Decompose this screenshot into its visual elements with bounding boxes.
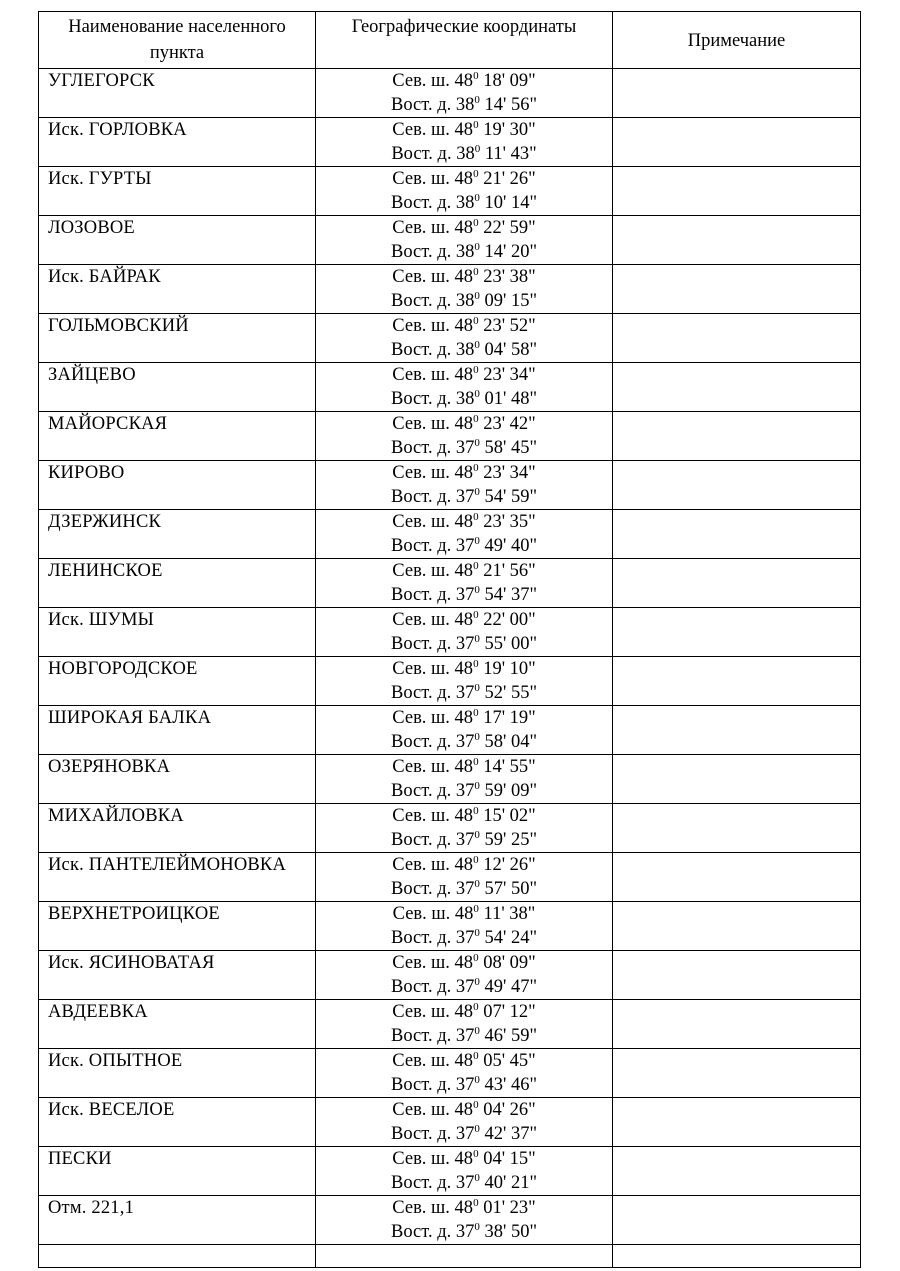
degree-mark: 0 [474,192,480,204]
coordinates-cell [316,412,613,461]
table-row [39,853,861,902]
table-row [39,69,861,118]
lon-minutes-seconds: 54' 59" [479,487,537,507]
degree-mark: 0 [473,560,479,572]
longitude-value [316,1024,612,1048]
lon-minutes-seconds: 42' 37" [479,1124,537,1144]
degree-mark: 0 [474,731,480,743]
lon-prefix: Вост. д. 37 [390,977,475,997]
lat-prefix: Сев. ш. 48 [392,512,474,532]
lat-prefix: Сев. ш. 48 [392,169,474,189]
longitude-value [316,926,612,950]
table-row [39,1196,861,1245]
settlement-name: Иск. ОПЫТНОЕ [39,1049,316,1098]
lat-prefix: Сев. ш. 48 [392,904,474,924]
degree-mark: 0 [473,462,479,474]
longitude-value [316,1220,612,1244]
latitude-value [316,804,612,828]
note-cell [613,804,861,853]
settlement-name: НОВГОРОДСКОЕ [39,657,316,706]
lon-minutes-seconds: 54' 37" [479,585,537,605]
table-row [39,118,861,167]
lat-prefix: Сев. ш. 48 [392,757,474,777]
note-cell [613,510,861,559]
coordinates-table [38,11,861,1268]
note-cell [613,1147,861,1196]
lon-minutes-seconds: 59' 09" [479,781,537,801]
lat-prefix: Сев. ш. 48 [392,71,474,91]
empty-row [39,1245,861,1268]
table-row [39,755,861,804]
lon-prefix: Вост. д. 37 [390,487,475,507]
note-cell [613,118,861,167]
degree-mark: 0 [473,756,479,768]
lat-minutes-seconds: 05' 45" [478,1051,536,1071]
settlement-name: Иск. ГОРЛОВКА [39,118,316,167]
coordinates-cell [316,608,613,657]
note-cell [613,461,861,510]
lon-minutes-seconds: 14' 20" [479,242,537,262]
table-row [39,265,861,314]
coordinates-cell [316,510,613,559]
lon-minutes-seconds: 54' 24" [479,928,537,948]
lat-minutes-seconds: 23' 42" [478,414,536,434]
longitude-value [316,338,612,362]
lat-minutes-seconds: 22' 00" [478,610,536,630]
settlement-name: Иск. ПАНТЕЛЕЙМОНОВКА [39,853,316,902]
note-cell [613,657,861,706]
lat-minutes-seconds: 19' 10" [478,659,536,679]
coordinates-cell [316,216,613,265]
note-cell [613,755,861,804]
lon-minutes-seconds: 01' 48" [479,389,537,409]
latitude-value [316,1000,612,1024]
lon-prefix: Вост. д. 37 [390,1124,475,1144]
note-cell [613,1000,861,1049]
table-row [39,902,861,951]
coordinates-cell [316,1049,613,1098]
note-cell [613,1196,861,1245]
latitude-value [316,265,612,289]
lon-minutes-seconds: 59' 25" [479,830,537,850]
settlement-name: Иск. ЯСИНОВАТАЯ [39,951,316,1000]
coordinates-cell [316,363,613,412]
degree-mark: 0 [474,584,480,596]
lon-minutes-seconds: 11' 43" [480,144,537,164]
latitude-value [316,1098,612,1122]
lon-minutes-seconds: 49' 40" [479,536,537,556]
degree-mark: 0 [474,976,480,988]
lat-prefix: Сев. ш. 48 [392,708,474,728]
settlement-name: КИРОВО [39,461,316,510]
degree-mark: 0 [474,388,480,400]
degree-mark: 0 [473,217,479,229]
degree-mark: 0 [473,1148,479,1160]
lon-minutes-seconds: 10' 14" [479,193,537,213]
lat-prefix: Сев. ш. 48 [392,267,474,287]
lon-prefix: Вост. д. 38 [390,291,475,311]
settlement-name: ШИРОКАЯ БАЛКА [39,706,316,755]
lon-prefix: Вост. д. 37 [390,830,475,850]
settlement-name: УГЛЕГОРСК [39,69,316,118]
coordinates-cell [316,1147,613,1196]
coordinates-cell [316,853,613,902]
latitude-value [316,902,612,926]
latitude-value [316,314,612,338]
latitude-value [316,1196,612,1220]
lon-prefix: Вост. д. 37 [390,1026,475,1046]
degree-mark: 0 [473,658,479,670]
settlement-name: ВЕРХНЕТРОИЦКОЕ [39,902,316,951]
table-row [39,657,861,706]
header-coordinates: Географические координаты [316,12,613,69]
table-row [39,314,861,363]
table-row [39,1147,861,1196]
lat-prefix: Сев. ш. 48 [392,120,474,140]
coordinates-cell [316,804,613,853]
latitude-value [316,118,612,142]
table-row [39,363,861,412]
longitude-value [316,1171,612,1195]
degree-mark: 0 [473,1001,479,1013]
note-cell [613,167,861,216]
lon-prefix: Вост. д. 38 [390,95,475,115]
lon-prefix: Вост. д. 38 [391,144,475,164]
table-row [39,167,861,216]
lat-minutes-seconds: 19' 30" [478,120,536,140]
empty-cell [39,1245,316,1268]
degree-mark: 0 [473,903,479,915]
lon-minutes-seconds: 38' 50" [479,1222,537,1242]
degree-mark: 0 [473,413,479,425]
lon-minutes-seconds: 58' 45" [479,438,537,458]
lat-prefix: Сев. ш. 48 [392,610,474,630]
note-cell [613,1098,861,1147]
lat-prefix: Сев. ш. 48 [392,659,474,679]
longitude-value [316,387,612,411]
lon-prefix: Вост. д. 37 [390,1075,475,1095]
degree-mark: 0 [474,94,480,106]
empty-cell [316,1245,613,1268]
settlement-name: МАЙОРСКАЯ [39,412,316,461]
note-cell [613,216,861,265]
degree-mark: 0 [473,266,479,278]
degree-mark: 0 [474,633,480,645]
lon-prefix: Вост. д. 37 [390,536,475,556]
lon-prefix: Вост. д. 37 [390,928,475,948]
degree-mark: 0 [474,682,480,694]
lon-minutes-seconds: 52' 55" [479,683,537,703]
lat-prefix: Сев. ш. 48 [392,463,474,483]
header-row [39,12,861,69]
settlement-name: Иск. БАЙРАК [39,265,316,314]
latitude-value [316,853,612,877]
coordinates-cell [316,167,613,216]
lat-prefix: Сев. ш. 48 [392,1002,474,1022]
settlement-name: АВДЕЕВКА [39,1000,316,1049]
degree-mark: 0 [473,1197,479,1209]
lat-minutes-seconds: 17' 19" [478,708,536,728]
degree-mark: 0 [473,168,479,180]
coordinates-cell [316,314,613,363]
lon-minutes-seconds: 43' 46" [479,1075,537,1095]
coordinates-cell [316,755,613,804]
longitude-value [316,1122,612,1146]
latitude-value [316,412,612,436]
longitude-value [316,240,612,264]
degree-mark: 0 [473,1099,479,1111]
settlement-name: Иск. ШУМЫ [39,608,316,657]
lat-minutes-seconds: 11' 38" [478,904,536,924]
coordinates-cell [316,951,613,1000]
latitude-value [316,559,612,583]
lon-prefix: Вост. д. 38 [390,389,475,409]
degree-mark: 0 [474,1221,480,1233]
latitude-value [316,1049,612,1073]
coordinates-cell [316,1000,613,1049]
degree-mark: 0 [473,70,479,82]
lat-minutes-seconds: 23' 35" [478,512,536,532]
coordinates-cell [316,118,613,167]
lat-minutes-seconds: 01' 23" [478,1198,536,1218]
latitude-value [316,69,612,93]
table-row [39,1098,861,1147]
settlement-name: ПЕСКИ [39,1147,316,1196]
lat-minutes-seconds: 23' 38" [478,267,536,287]
lat-prefix: Сев. ш. 48 [392,855,474,875]
table-row [39,559,861,608]
note-cell [613,412,861,461]
settlement-name: Отм. 221,1 [39,1196,316,1245]
longitude-value [316,877,612,901]
lon-minutes-seconds: 04' 58" [479,340,537,360]
table-row [39,1049,861,1098]
degree-mark: 0 [473,1050,479,1062]
lat-minutes-seconds: 21' 26" [478,169,536,189]
degree-mark: 0 [474,780,480,792]
lon-prefix: Вост. д. 37 [390,1173,475,1193]
degree-mark: 0 [473,119,479,131]
coordinates-cell [316,1196,613,1245]
lat-minutes-seconds: 15' 02" [478,806,536,826]
degree-mark: 0 [474,1172,480,1184]
lat-prefix: Сев. ш. 48 [392,953,474,973]
coordinates-cell [316,559,613,608]
lat-minutes-seconds: 04' 26" [478,1100,536,1120]
table-row [39,461,861,510]
settlement-name: Иск. ГУРТЫ [39,167,316,216]
table-row [39,510,861,559]
lon-minutes-seconds: 14' 56" [479,95,537,115]
lon-prefix: Вост. д. 37 [390,879,475,899]
note-cell [613,951,861,1000]
lat-prefix: Сев. ш. 48 [392,1100,474,1120]
degree-mark: 0 [474,339,480,351]
lon-minutes-seconds: 57' 50" [479,879,537,899]
table-row [39,804,861,853]
lon-prefix: Вост. д. 38 [390,242,475,262]
latitude-value [316,608,612,632]
header-note: Примечание [613,12,861,69]
degree-mark: 0 [473,315,479,327]
lon-minutes-seconds: 58' 04" [479,732,537,752]
latitude-value [316,755,612,779]
lon-prefix: Вост. д. 37 [390,781,475,801]
degree-mark: 0 [474,486,480,498]
header-name: Наименование населенного пункта [39,12,316,69]
lon-prefix: Вост. д. 37 [390,683,475,703]
table-row [39,706,861,755]
settlement-name: ЗАЙЦЕВО [39,363,316,412]
note-cell [613,314,861,363]
coordinates-cell [316,657,613,706]
lat-minutes-seconds: 18' 09" [478,71,536,91]
coordinates-cell [316,461,613,510]
degree-mark: 0 [474,535,480,547]
lat-minutes-seconds: 23' 52" [478,316,536,336]
lat-prefix: Сев. ш. 48 [392,1051,474,1071]
note-cell [613,559,861,608]
lat-prefix: Сев. ш. 48 [392,218,474,238]
latitude-value [316,363,612,387]
empty-cell [613,1245,861,1268]
latitude-value [316,1147,612,1171]
degree-mark: 0 [473,609,479,621]
coordinates-cell [316,706,613,755]
longitude-value [316,191,612,215]
lon-minutes-seconds: 40' 21" [479,1173,537,1193]
latitude-value [316,657,612,681]
degree-mark: 0 [473,805,479,817]
longitude-value [316,142,612,166]
degree-mark: 0 [473,707,479,719]
lat-prefix: Сев. ш. 48 [392,1198,474,1218]
lon-prefix: Вост. д. 37 [390,1222,475,1242]
degree-mark: 0 [474,437,480,449]
lon-minutes-seconds: 46' 59" [479,1026,537,1046]
longitude-value [316,681,612,705]
coordinates-cell [316,69,613,118]
degree-mark: 0 [473,364,479,376]
note-cell [613,265,861,314]
longitude-value [316,632,612,656]
degree-mark: 0 [473,511,479,523]
table-row [39,216,861,265]
coordinates-cell [316,1098,613,1147]
lat-minutes-seconds: 04' 15" [478,1149,536,1169]
degree-mark: 0 [474,1074,480,1086]
degree-mark: 0 [474,241,480,253]
table-row [39,412,861,461]
lat-prefix: Сев. ш. 48 [392,365,474,385]
table-row [39,951,861,1000]
longitude-value [316,93,612,117]
settlement-name: ДЗЕРЖИНСК [39,510,316,559]
lat-prefix: Сев. ш. 48 [392,561,474,581]
lat-prefix: Сев. ш. 48 [392,1149,474,1169]
longitude-value [316,779,612,803]
longitude-value [316,436,612,460]
lat-prefix: Сев. ш. 48 [392,316,474,336]
degree-mark: 0 [474,927,480,939]
lat-prefix: Сев. ш. 48 [392,414,474,434]
longitude-value [316,485,612,509]
longitude-value [316,583,612,607]
lon-prefix: Вост. д. 38 [390,340,475,360]
note-cell [613,706,861,755]
latitude-value [316,706,612,730]
lat-minutes-seconds: 23' 34" [478,365,536,385]
lon-prefix: Вост. д. 37 [390,732,475,752]
settlement-name: ЛЕНИНСКОЕ [39,559,316,608]
longitude-value [316,534,612,558]
note-cell [613,363,861,412]
degree-mark: 0 [474,1123,480,1135]
lon-minutes-seconds: 55' 00" [479,634,537,654]
settlement-name: ГОЛЬМОВСКИЙ [39,314,316,363]
lon-prefix: Вост. д. 38 [390,193,475,213]
latitude-value [316,461,612,485]
lon-prefix: Вост. д. 37 [390,585,475,605]
latitude-value [316,951,612,975]
degree-mark: 0 [474,1025,480,1037]
lat-minutes-seconds: 23' 34" [478,463,536,483]
table-row [39,608,861,657]
degree-mark: 0 [474,878,480,890]
lon-minutes-seconds: 49' 47" [479,977,537,997]
latitude-value [316,510,612,534]
lat-minutes-seconds: 07' 12" [478,1002,536,1022]
longitude-value [316,975,612,999]
lon-prefix: Вост. д. 37 [390,438,475,458]
longitude-value [316,289,612,313]
longitude-value [316,1073,612,1097]
lat-minutes-seconds: 14' 55" [478,757,536,777]
lon-prefix: Вост. д. 37 [390,634,475,654]
lat-minutes-seconds: 21' 56" [478,561,536,581]
longitude-value [316,828,612,852]
note-cell [613,1049,861,1098]
settlement-name: ОЗЕРЯНОВКА [39,755,316,804]
degree-mark: 0 [474,143,481,155]
latitude-value [316,167,612,191]
note-cell [613,608,861,657]
settlement-name: МИХАЙЛОВКА [39,804,316,853]
degree-mark: 0 [473,854,479,866]
note-cell [613,902,861,951]
lat-minutes-seconds: 08' 09" [478,953,536,973]
degree-mark: 0 [473,952,479,964]
note-cell [613,69,861,118]
lat-prefix: Сев. ш. 48 [392,806,474,826]
settlement-name: Иск. ВЕСЕЛОЕ [39,1098,316,1147]
coordinates-cell [316,265,613,314]
degree-mark: 0 [474,829,480,841]
table-row [39,1000,861,1049]
lat-minutes-seconds: 12' 26" [478,855,536,875]
latitude-value [316,216,612,240]
lon-minutes-seconds: 09' 15" [479,291,537,311]
longitude-value [316,730,612,754]
lat-minutes-seconds: 22' 59" [478,218,536,238]
coordinates-cell [316,902,613,951]
degree-mark: 0 [474,290,480,302]
note-cell [613,853,861,902]
settlement-name: ЛОЗОВОЕ [39,216,316,265]
